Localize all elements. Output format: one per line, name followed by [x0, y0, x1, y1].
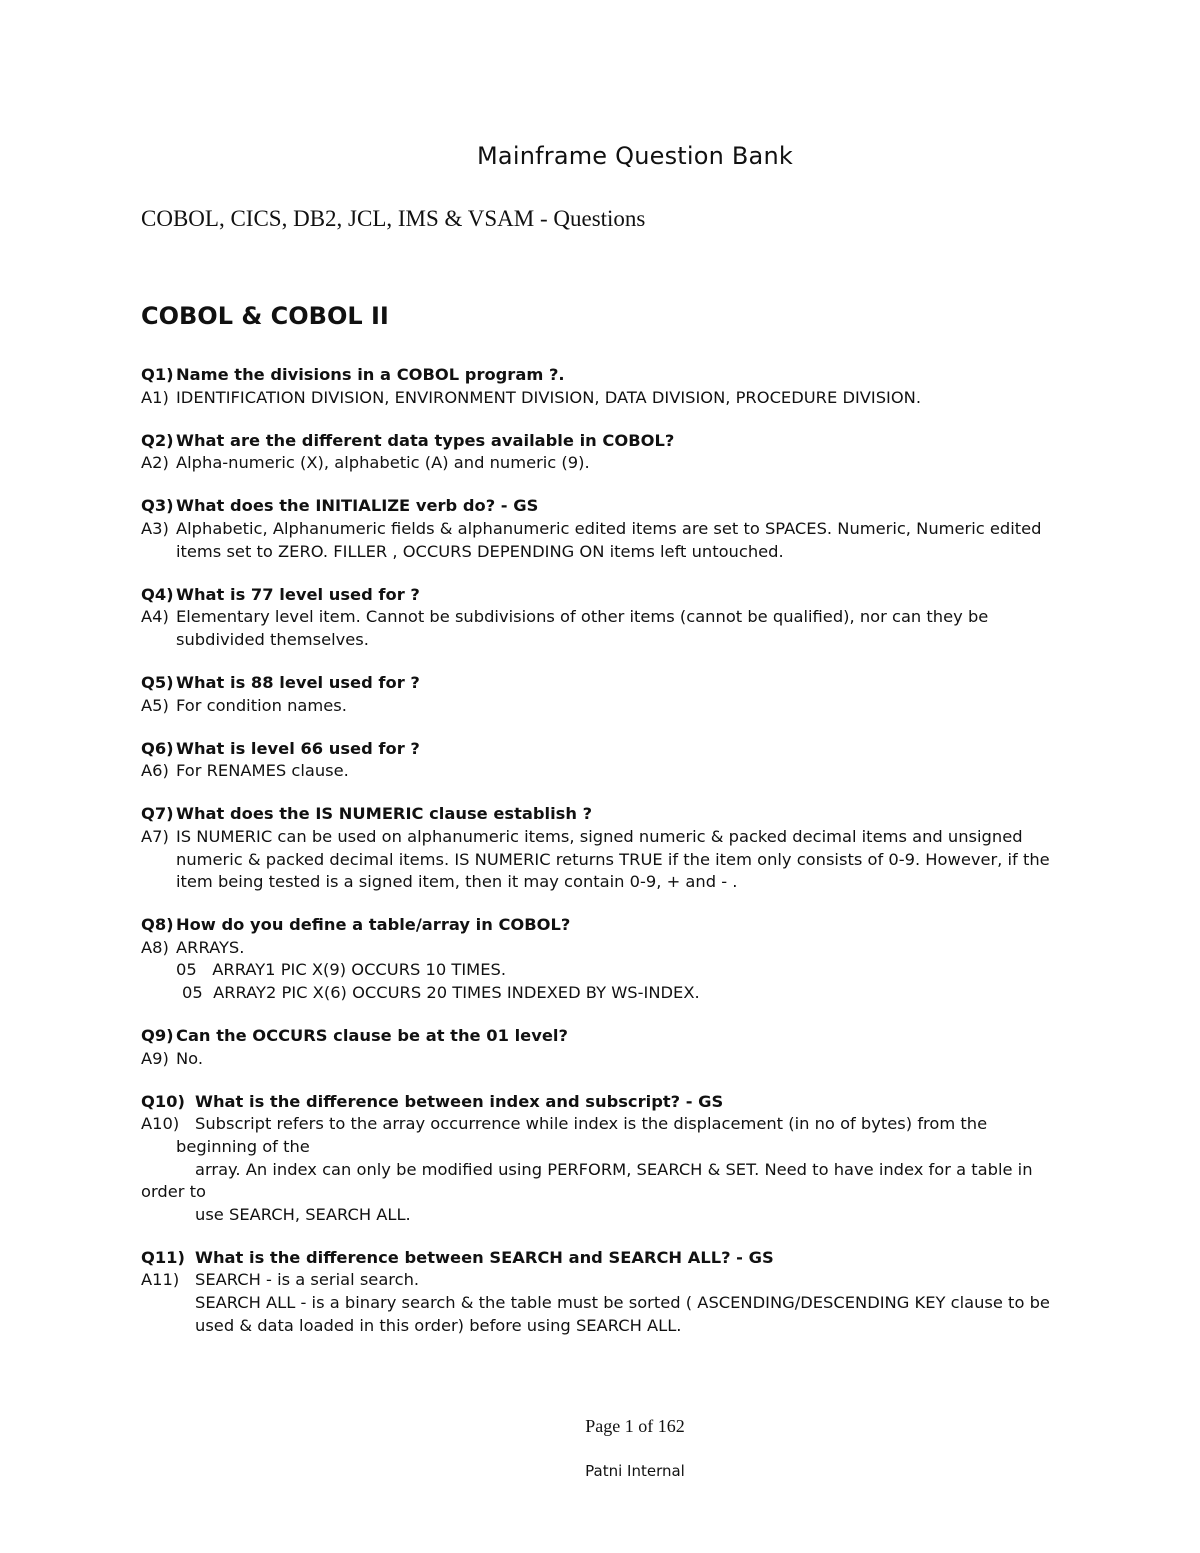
question-number: Q5): [141, 672, 174, 692]
answer-number: A5): [141, 695, 169, 715]
answer-line: SEARCH - is a serial search.: [195, 1270, 420, 1290]
question: [141, 1025, 1141, 1048]
answer: [141, 1113, 1141, 1226]
code-line: 05 ARRAY2 PIC X(6) OCCURS 20 TIMES INDEXED BY WS-INDEX.: [182, 982, 700, 1002]
question-text: Can the OCCURS clause be at the 01 level?: [176, 1026, 568, 1046]
question-number: Q3): [141, 496, 174, 516]
question-text: What is the difference between SEARCH and SEARCH ALL? - GS: [195, 1247, 774, 1267]
question: [141, 914, 1141, 937]
answer-line: beginning of the: [176, 1136, 310, 1156]
answer-line: IDENTIFICATION DIVISION, ENVIRONMENT DIVISION, DATA DIVISION, PROCEDURE DIVISION.: [176, 387, 922, 407]
answer: [141, 606, 1141, 651]
qa-item: [141, 584, 1141, 652]
qa-item: [141, 672, 1141, 717]
answer: [141, 452, 1141, 475]
question: [141, 672, 1141, 695]
question: [141, 803, 1141, 826]
answer: [141, 760, 1141, 783]
answer-number: A1): [141, 387, 169, 407]
question-number: Q8): [141, 915, 174, 935]
answer-line: For RENAMES clause.: [176, 761, 349, 781]
section-heading: COBOL & COBOL II: [141, 302, 389, 330]
question-number: Q9): [141, 1026, 174, 1046]
answer: [141, 1269, 1141, 1337]
question: [141, 584, 1141, 607]
qa-item: [141, 914, 1141, 1004]
qa-item: [141, 803, 1141, 893]
answer: [141, 826, 1141, 894]
qa-item: [141, 1091, 1141, 1227]
qa-item: [141, 738, 1141, 783]
question-text: Name the divisions in a COBOL program ?.: [176, 365, 565, 384]
qa-item: [141, 1247, 1141, 1337]
question: [141, 738, 1141, 761]
footer-classification: Patni Internal: [585, 1462, 685, 1480]
answer-line: Alpha-numeric (X), alphabetic (A) and numeric (9).: [176, 453, 590, 473]
answer-line: array. An index can only be modified using PERFORM, SEARCH & SET. Need to have index for a table in: [195, 1159, 1033, 1179]
page-number: Page 1 of 162: [585, 1416, 685, 1436]
answer-number: A11): [141, 1270, 180, 1290]
answer-number: A9): [141, 1048, 169, 1068]
question-text: What does the INITIALIZE verb do? - GS: [176, 496, 539, 516]
question-number: Q2): [141, 430, 174, 450]
page-subtitle: COBOL, CICS, DB2, JCL, IMS & VSAM - Questions: [141, 206, 646, 231]
answer-number: A10): [141, 1114, 180, 1134]
answer: [141, 937, 1141, 1005]
answer-number: A7): [141, 826, 169, 846]
answer: [141, 518, 1141, 563]
qa-item: [141, 495, 1141, 563]
question-number: Q4): [141, 584, 174, 604]
answer: [141, 695, 1141, 718]
answer-line: items set to ZERO. FILLER , OCCURS DEPENDING ON items left untouched.: [176, 541, 784, 561]
answer-line: Elementary level item. Cannot be subdivisions of other items (cannot be qualified), nor can they be: [176, 607, 989, 627]
answer-line: use SEARCH, SEARCH ALL.: [195, 1204, 411, 1224]
answer: [141, 387, 1141, 410]
question-number: Q10): [141, 1091, 185, 1111]
answer-number: A2): [141, 453, 169, 473]
answer-line: ARRAYS.: [176, 937, 245, 957]
question-text: What does the IS NUMERIC clause establish ?: [176, 804, 593, 824]
answer-line: IS NUMERIC can be used on alphanumeric items, signed numeric & packed decimal items and unsigned: [176, 826, 1023, 846]
question: [141, 1091, 1141, 1114]
answer-number: A4): [141, 607, 169, 627]
answer-line: SEARCH ALL - is a binary search & the table must be sorted ( ASCENDING/DESCENDING KEY clause to be: [195, 1293, 1050, 1312]
question-number: Q6): [141, 738, 174, 758]
answer-line: Alphabetic, Alphanumeric fields & alphanumeric edited items are set to SPACES. Numeric, Numeric edited: [176, 518, 1042, 538]
answer-line: No.: [176, 1048, 204, 1068]
question: [141, 495, 1141, 518]
question-text: What is the difference between index and subscript? - GS: [195, 1091, 724, 1111]
answer-number: A8): [141, 937, 169, 957]
page-title: Mainframe Question Bank: [477, 142, 793, 170]
code-line: 05 ARRAY1 PIC X(9) OCCURS 10 TIMES.: [176, 960, 507, 980]
question-text: What is 77 level used for ?: [176, 584, 420, 604]
question-text: What are the different data types available in COBOL?: [176, 430, 675, 450]
question: [141, 364, 1141, 387]
qa-item: [141, 364, 1141, 409]
answer-number: A3): [141, 518, 169, 538]
qa-item: [141, 430, 1141, 475]
answer-line: order to: [141, 1182, 206, 1202]
question-number: Q7): [141, 804, 174, 824]
answer-number: A6): [141, 761, 169, 781]
answer: [141, 1048, 1141, 1071]
qa-list: [141, 364, 1141, 1358]
question: [141, 1247, 1141, 1270]
answer-line: used & data loaded in this order) before using SEARCH ALL.: [195, 1315, 682, 1335]
answer-line: subdivided themselves.: [176, 629, 369, 649]
answer-line: item being tested is a signed item, then it may contain 0-9, + and - .: [176, 872, 738, 892]
question-number: Q1): [141, 365, 174, 384]
question-number: Q11): [141, 1247, 185, 1267]
question-text: What is level 66 used for ?: [176, 738, 420, 758]
question: [141, 430, 1141, 453]
question-text: How do you define a table/array in COBOL?: [176, 915, 571, 935]
answer-line: For condition names.: [176, 695, 347, 715]
answer-line: Subscript refers to the array occurrence while index is the displacement (in no of bytes) from the: [195, 1114, 988, 1134]
question-text: What is 88 level used for ?: [176, 672, 420, 692]
qa-item: [141, 1025, 1141, 1070]
answer-line: numeric & packed decimal items. IS NUMERIC returns TRUE if the item only consists of 0-9. However, if the: [176, 849, 1050, 869]
